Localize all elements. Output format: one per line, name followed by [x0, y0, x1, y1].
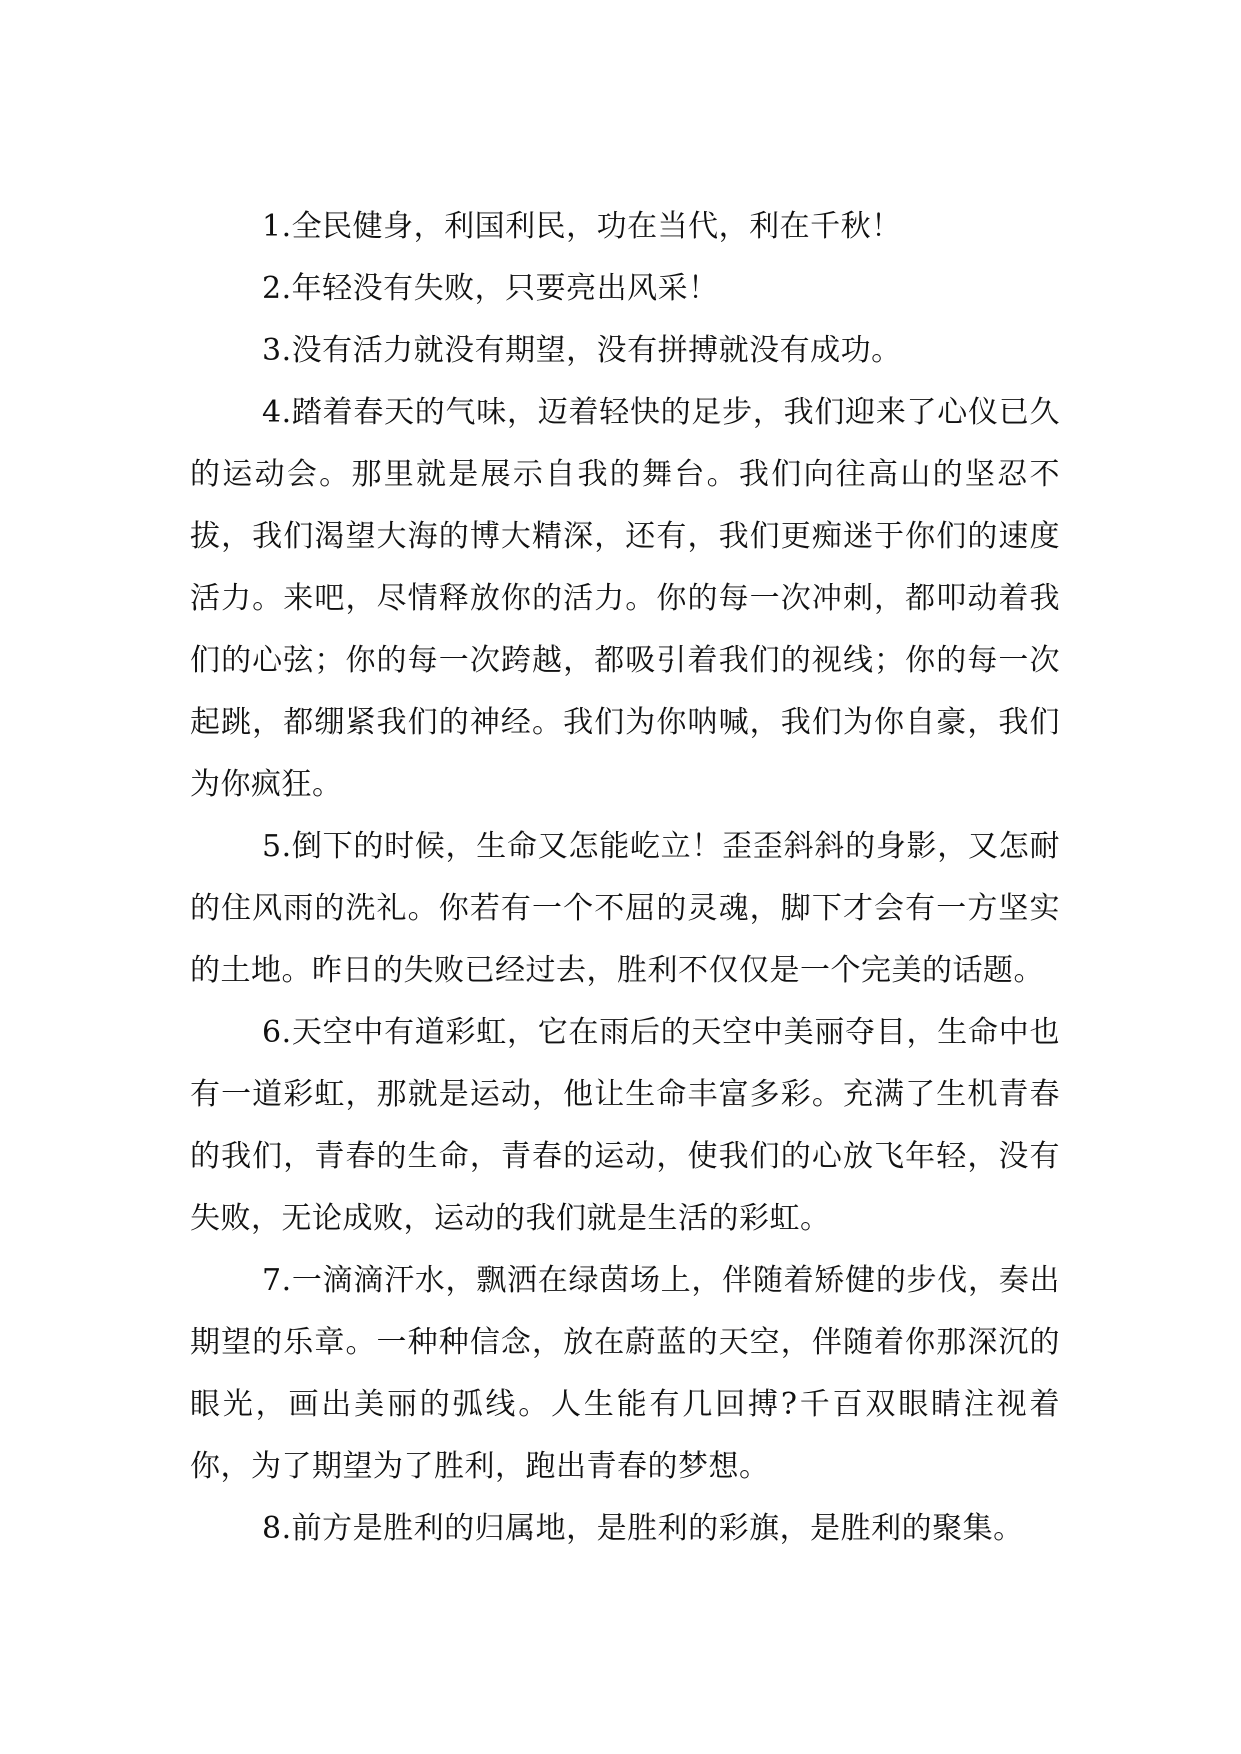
slogan-paragraph-4: 4.踏着春天的气味，迈着轻快的足步，我们迎来了心仪已久的运动会。那里就是展示自我的舞台。我们向往高山的坚忍不拔，我们渴望大海的博大精深，还有，我们更痴迷于你们的速度活力。来吧，尽情释放你的活力。你的每一次冲刺，都叩动着我们的心弦；你的每一次跨越，都吸引着我们的视线；你的每一次起跳，都绷紧我们的神经。我们为你呐喊，我们为你自豪，我们为你疯狂。 [190, 395, 1060, 802]
document-page [190, 196, 1060, 1560]
slogan-paragraph-8: 8.前方是胜利的归属地，是胜利的彩旗，是胜利的聚集。 [262, 1511, 1024, 1546]
slogan-paragraph-6: 6.天空中有道彩虹，它在雨后的天空中美丽夺目，生命中也有一道彩虹，那就是运动，他让生命丰富多彩。充满了生机青春的我们，青春的生命，青春的运动，使我们的心放飞年轻，没有失败，无论成败，运动的我们就是生活的彩虹。 [190, 1015, 1060, 1236]
slogan-paragraph-3: 3.没有活力就没有期望，没有拼搏就没有成功。 [262, 333, 902, 368]
slogan-paragraph-5: 5.倒下的时候，生命又怎能屹立！歪歪斜斜的身影，又怎耐的住风雨的洗礼。你若有一个不屈的灵魂，脚下才会有一方坚实的土地。昨日的失败已经过去，胜利不仅仅是一个完美的话题。 [190, 829, 1060, 988]
slogan-paragraph-1: 1.全民健身，利国利民，功在当代，利在千秋！ [262, 209, 902, 244]
slogan-paragraph-7: 7.一滴滴汗水，飘洒在绿茵场上，伴随着矫健的步伐，奏出期望的乐章。一种种信念，放在蔚蓝的天空，伴随着你那深沉的眼光，画出美丽的弧线。人生能有几回搏?千百双眼睛注视着你，为了期望为了胜利，跑出青春的梦想。 [190, 1263, 1060, 1484]
slogan-paragraph-2: 2.年轻没有失败，只要亮出风采！ [262, 271, 719, 306]
